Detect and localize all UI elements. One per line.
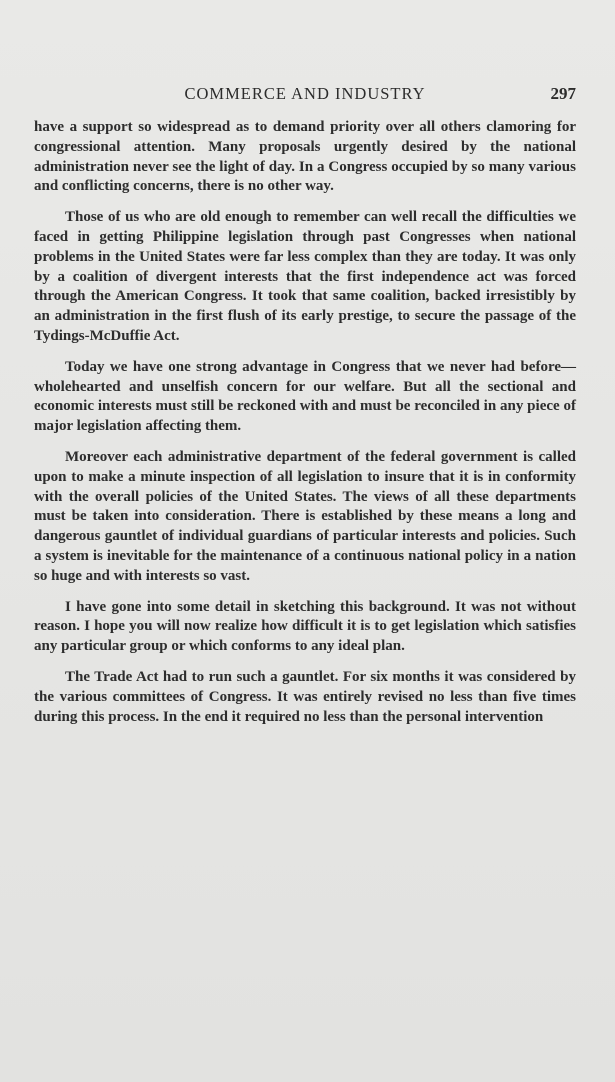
running-head: COMMERCE AND INDUSTRY xyxy=(184,84,426,103)
paragraph: Moreover each administrative department of the federal government is called upon to make a minute inspection of all legislation to insure that it is in conformity with the overall policies of the United States. The views of all these departments must be taken into consideration. There is established by these means a long and dangerous gauntlet of individual guardians of particular interests and policies. Such a system is inevitable for the maintenance of a continuous national policy in a nation so huge and with interests so vast. xyxy=(34,448,576,584)
paragraph: Today we have one strong advantage in Congress that we never had before—wholehearted and unselfish concern for our welfare. But all the sectional and economic interests must still be reckoned with and must be reconciled in any piece of major legislation affecting them. xyxy=(34,358,576,435)
paragraph-continued: have a support so widespread as to demand priority over all others clamoring for congressional attention. Many proposals urgently desired by the national administration never see the light of day. In a Congress occupied by so many various and conflicting concerns, there is no other way. xyxy=(34,119,576,195)
paragraph: The Trade Act had to run such a gauntlet. For six months it was considered by the various committees of Congress. It was entirely revised no less than five times during this process. In the end it required no less than the personal intervention xyxy=(34,668,576,725)
page-number: 297 xyxy=(550,84,576,103)
paragraph: Those of us who are old enough to remember can well recall the difficulties we faced in getting Philippine legislation through past Congresses when national problems in the United States were far less complex than they are today. It was only by a coalition of divergent interests that the first independence act was forced through the American Congress. It took that same coalition, backed irresistibly by an administration in the first flush of its early prestige, to secure the passage of the Tydings-McDuffie Act. xyxy=(34,209,576,344)
body-text xyxy=(34,118,576,738)
paragraph: I have gone into some detail in sketching this background. It was not without reason. I hope you will now realize how difficult it is to get legislation which satisfies any particular group or which conforms to any ideal plan. xyxy=(34,598,576,655)
page-header xyxy=(34,84,576,108)
